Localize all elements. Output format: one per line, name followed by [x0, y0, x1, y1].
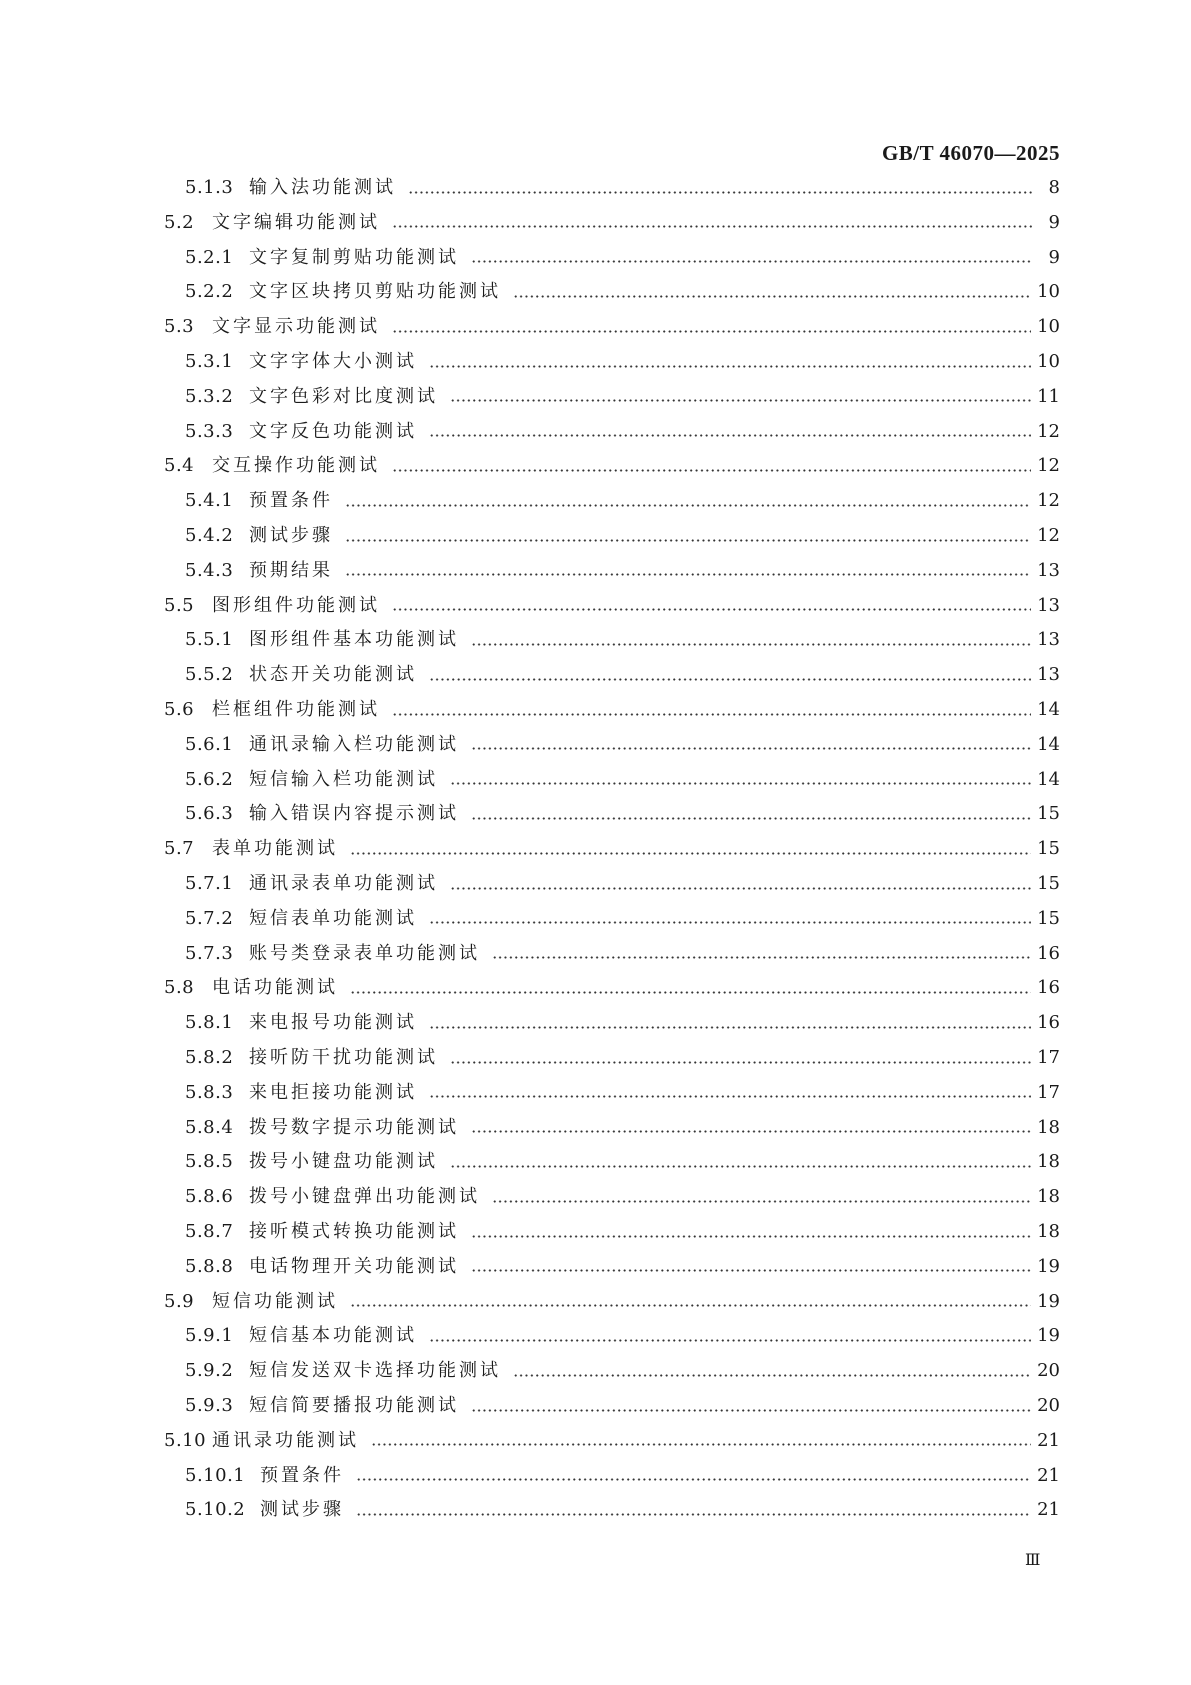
toc-entry-number: 5.7 — [164, 838, 195, 860]
toc-entry[interactable] — [185, 484, 1060, 518]
toc-dot-leader — [429, 1026, 1031, 1029]
toc-entry[interactable] — [185, 763, 1060, 797]
toc-dot-leader — [471, 1269, 1031, 1272]
toc-dot-leader — [345, 504, 1031, 507]
toc-entry-title: 短信发送双卡选择功能测试 — [249, 1360, 501, 1382]
toc-entry-page: 9 — [1048, 246, 1060, 268]
toc-entry-number: 5.4.1 — [185, 490, 234, 512]
toc-entry-title: 通讯录功能测试 — [212, 1429, 359, 1451]
toc-entry[interactable] — [185, 171, 1060, 205]
toc-entry-title: 短信表单功能测试 — [249, 907, 417, 929]
toc-entry-number: 5.1.3 — [185, 177, 234, 198]
toc-dot-leader — [450, 1061, 1031, 1064]
toc-entry-number: 5.10 — [164, 1429, 207, 1451]
toc-entry[interactable] — [185, 902, 1060, 936]
toc-entry-page: 13 — [1037, 629, 1060, 651]
toc-entry-page: 12 — [1037, 455, 1060, 477]
toc-entry-page: 15 — [1037, 873, 1060, 894]
toc-dot-leader — [429, 678, 1031, 681]
toc-entry-title: 文字区块拷贝剪贴功能测试 — [249, 281, 501, 303]
toc-entry-number: 5.8.7 — [185, 1221, 234, 1242]
toc-entry[interactable] — [185, 623, 1060, 657]
toc-entry-title: 接听模式转换功能测试 — [249, 1221, 459, 1242]
toc-entry-number: 5.9.1 — [185, 1325, 234, 1347]
toc-entry[interactable] — [185, 241, 1060, 275]
toc-dot-leader — [450, 887, 1031, 890]
toc-entry-number: 5.6.3 — [185, 803, 234, 825]
toc-entry-title: 交互操作功能测试 — [212, 455, 380, 477]
toc-entry-title: 图形组件基本功能测试 — [249, 629, 459, 651]
toc-dot-leader — [408, 191, 1032, 194]
toc-entry-number: 5.10.1 — [185, 1464, 246, 1486]
toc-entry[interactable] — [185, 658, 1060, 692]
toc-entry[interactable] — [164, 1424, 1060, 1458]
toc-entry[interactable] — [185, 1041, 1060, 1075]
toc-entry-number: 5.6.1 — [185, 733, 234, 755]
toc-dot-leader — [471, 260, 1032, 263]
toc-entry[interactable] — [164, 449, 1060, 483]
toc-entry-number: 5.7.2 — [185, 907, 234, 929]
toc-entry[interactable] — [185, 519, 1060, 553]
toc-entry-page: 9 — [1048, 211, 1060, 233]
toc-entry-page: 14 — [1037, 768, 1060, 790]
toc-entry-page: 18 — [1037, 1151, 1060, 1173]
toc-entry-page: 12 — [1037, 420, 1060, 442]
toc-entry-number: 5.8.4 — [185, 1116, 234, 1138]
toc-entry-page: 13 — [1037, 559, 1060, 581]
toc-entry-page: 11 — [1037, 385, 1060, 407]
toc-dot-leader — [429, 365, 1031, 368]
toc-dot-leader — [513, 1374, 1031, 1377]
toc-entry-title: 预置条件 — [249, 490, 333, 512]
toc-dot-leader — [429, 921, 1031, 924]
toc-entry[interactable] — [185, 728, 1060, 762]
toc-entry-title: 文字字体大小测试 — [249, 351, 417, 372]
toc-entry-number: 5.8.2 — [185, 1047, 234, 1068]
toc-entry-number: 5.5.1 — [185, 629, 234, 651]
toc-dot-leader — [345, 539, 1031, 542]
toc-entry-page: 18 — [1037, 1116, 1060, 1138]
toc-dot-leader — [471, 747, 1031, 750]
toc-entry[interactable] — [185, 380, 1060, 414]
toc-entry-number: 5.9 — [164, 1290, 195, 1312]
toc-dot-leader — [492, 1200, 1031, 1203]
toc-entry-page: 10 — [1037, 281, 1060, 303]
toc-entry-title: 文字复制剪贴功能测试 — [249, 246, 459, 268]
toc-entry-title: 账号类登录表单功能测试 — [249, 942, 480, 964]
toc-entry-page: 20 — [1037, 1395, 1060, 1416]
toc-entry[interactable] — [164, 206, 1060, 240]
toc-entry-page: 12 — [1037, 490, 1060, 512]
toc-entry[interactable] — [185, 1145, 1060, 1179]
toc-dot-leader — [356, 1478, 1031, 1481]
toc-entry-title: 拨号数字提示功能测试 — [249, 1116, 459, 1138]
toc-dot-leader — [392, 713, 1031, 716]
toc-entry-number: 5.4 — [164, 455, 195, 477]
toc-entry-number: 5.2 — [164, 211, 195, 233]
toc-entry-title: 通讯录输入栏功能测试 — [249, 733, 459, 755]
toc-entry-number: 5.3.1 — [185, 351, 234, 372]
toc-entry-page: 21 — [1037, 1464, 1060, 1486]
toc-dot-leader — [429, 1095, 1031, 1098]
toc-entry-page: 21 — [1037, 1429, 1060, 1451]
toc-entry-number: 5.9.3 — [185, 1395, 234, 1416]
toc-entry-page: 16 — [1037, 977, 1060, 999]
toc-entry-number: 5.3.2 — [185, 385, 234, 407]
toc-entry-title: 表单功能测试 — [212, 838, 338, 860]
toc-dot-leader — [450, 1165, 1031, 1168]
toc-entry-title: 来电拒接功能测试 — [249, 1081, 417, 1103]
toc-entry-page: 17 — [1037, 1047, 1060, 1068]
toc-entry-page: 15 — [1037, 907, 1060, 929]
toc-dot-leader — [350, 991, 1031, 994]
toc-dot-leader — [392, 225, 1032, 228]
toc-dot-leader — [471, 1235, 1031, 1238]
toc-entry-title: 短信输入栏功能测试 — [249, 768, 438, 790]
toc-dot-leader — [350, 852, 1031, 855]
toc-entry-number: 5.4.3 — [185, 559, 234, 581]
toc-entry-title: 拨号小键盘弹出功能测试 — [249, 1186, 480, 1208]
toc-dot-leader — [345, 573, 1031, 576]
toc-entry-title: 文字显示功能测试 — [212, 316, 380, 338]
toc-entry-title: 预置条件 — [260, 1464, 344, 1486]
toc-dot-leader — [429, 434, 1031, 437]
toc-entry-title: 电话功能测试 — [212, 977, 338, 999]
toc-entry-page: 17 — [1037, 1081, 1060, 1103]
toc-entry-page: 19 — [1037, 1290, 1060, 1312]
toc-entry[interactable] — [185, 937, 1060, 971]
toc-entry-page: 8 — [1048, 177, 1060, 198]
toc-entry[interactable] — [185, 797, 1060, 831]
toc-entry-title: 输入法功能测试 — [249, 177, 396, 198]
toc-entry-title: 栏框组件功能测试 — [212, 699, 380, 720]
page-number: Ⅲ — [1025, 1552, 1040, 1569]
toc-entry-title: 短信简要播报功能测试 — [249, 1395, 459, 1416]
toc-entry[interactable] — [185, 1215, 1060, 1249]
toc-entry-page: 10 — [1037, 351, 1060, 372]
toc-entry-page: 18 — [1037, 1186, 1060, 1208]
toc-entry-page: 19 — [1037, 1255, 1060, 1277]
toc-entry[interactable] — [185, 1006, 1060, 1040]
toc-dot-leader — [450, 782, 1031, 785]
toc-dot-leader — [392, 469, 1031, 472]
toc-entry-number: 5.4.2 — [185, 525, 234, 546]
toc-entry[interactable] — [164, 589, 1060, 623]
toc-entry-number: 5.7.3 — [185, 942, 234, 964]
toc-entry[interactable] — [185, 1493, 1060, 1527]
toc-entry[interactable] — [185, 554, 1060, 588]
toc-entry-page: 16 — [1037, 1012, 1060, 1034]
toc-entry-number: 5.3 — [164, 316, 195, 338]
toc-entry-number: 5.9.2 — [185, 1360, 234, 1382]
toc-entry[interactable] — [185, 1354, 1060, 1388]
toc-entry-page: 18 — [1037, 1221, 1060, 1242]
toc-entry-number: 5.8 — [164, 977, 195, 999]
toc-entry[interactable] — [185, 867, 1060, 901]
toc-entry[interactable] — [185, 345, 1060, 379]
toc-entry-number: 5.8.3 — [185, 1081, 234, 1103]
toc-dot-leader — [392, 608, 1031, 611]
toc-dot-leader — [492, 956, 1031, 959]
toc-entry[interactable] — [185, 415, 1060, 449]
toc-entry-number: 5.10.2 — [185, 1499, 246, 1521]
toc-entry-title: 测试步骤 — [260, 1499, 344, 1521]
toc-entry-number: 5.8.8 — [185, 1255, 234, 1277]
toc-entry-title: 短信功能测试 — [212, 1290, 338, 1312]
toc-entry-page: 15 — [1037, 803, 1060, 825]
toc-entry[interactable] — [185, 275, 1060, 309]
toc-entry-title: 拨号小键盘功能测试 — [249, 1151, 438, 1173]
toc-entry-number: 5.7.1 — [185, 873, 234, 894]
toc-entry-number: 5.8.1 — [185, 1012, 234, 1034]
toc-dot-leader — [471, 1130, 1031, 1133]
toc-entry-number: 5.6.2 — [185, 768, 234, 790]
toc-entry-page: 19 — [1037, 1325, 1060, 1347]
toc-entry-number: 5.2.2 — [185, 281, 234, 303]
toc-entry-title: 文字色彩对比度测试 — [249, 385, 438, 407]
toc-entry-number: 5.3.3 — [185, 420, 234, 442]
toc-entry-title: 输入错误内容提示测试 — [249, 803, 459, 825]
toc-entry[interactable] — [164, 693, 1060, 727]
toc-entry-number: 5.5.2 — [185, 664, 234, 686]
toc-dot-leader — [350, 1304, 1031, 1307]
toc-dot-leader — [356, 1513, 1031, 1516]
toc-entry[interactable] — [164, 971, 1060, 1005]
toc-entry-page: 21 — [1037, 1499, 1060, 1521]
toc-entry-title: 通讯录表单功能测试 — [249, 873, 438, 894]
toc-entry[interactable] — [185, 1250, 1060, 1284]
toc-entry[interactable] — [185, 1389, 1060, 1423]
toc-entry-number: 5.8.6 — [185, 1186, 234, 1208]
toc-entry-title: 测试步骤 — [249, 525, 333, 546]
toc-entry-title: 短信基本功能测试 — [249, 1325, 417, 1347]
toc-dot-leader — [471, 643, 1031, 646]
toc-entry-title: 文字反色功能测试 — [249, 420, 417, 442]
toc-entry-page: 14 — [1037, 699, 1060, 720]
toc-entry-page: 13 — [1037, 664, 1060, 686]
toc-entry-page: 15 — [1037, 838, 1060, 860]
toc-entry-number: 5.8.5 — [185, 1151, 234, 1173]
toc-entry-number: 5.5 — [164, 594, 195, 616]
toc-entry-page: 12 — [1037, 525, 1060, 546]
toc-entry-page: 20 — [1037, 1360, 1060, 1382]
toc-entry[interactable] — [164, 310, 1060, 344]
toc-entry-title: 电话物理开关功能测试 — [249, 1255, 459, 1277]
toc-entry[interactable] — [164, 1285, 1060, 1319]
toc-entry-title: 接听防干扰功能测试 — [249, 1047, 438, 1068]
toc-dot-leader — [471, 1409, 1031, 1412]
toc-entry-page: 13 — [1037, 594, 1060, 616]
toc-entry[interactable] — [185, 1076, 1060, 1110]
toc-dot-leader — [371, 1443, 1031, 1446]
toc-entry[interactable] — [185, 1459, 1060, 1493]
toc-entry-title: 文字编辑功能测试 — [212, 211, 380, 233]
standard-code: GB/T 46070—2025 — [881, 141, 1060, 165]
toc-entry[interactable] — [185, 1319, 1060, 1353]
toc-entry-page: 14 — [1037, 733, 1060, 755]
toc-dot-leader — [450, 399, 1031, 402]
toc-entry-title: 图形组件功能测试 — [212, 594, 380, 616]
toc-entry-page: 16 — [1037, 942, 1060, 964]
toc-dot-leader — [429, 1339, 1031, 1342]
toc-entry[interactable] — [185, 1180, 1060, 1214]
toc-entry-number: 5.6 — [164, 699, 195, 720]
toc-entry-page: 10 — [1037, 316, 1060, 338]
toc-entry[interactable] — [164, 832, 1060, 866]
toc-entry-title: 状态开关功能测试 — [249, 664, 417, 686]
toc-dot-leader — [392, 330, 1031, 333]
toc-entry-title: 预期结果 — [249, 559, 333, 581]
toc-entry-title: 来电报号功能测试 — [249, 1012, 417, 1034]
toc-entry[interactable] — [185, 1111, 1060, 1145]
toc-dot-leader — [513, 295, 1031, 298]
toc-entry-number: 5.2.1 — [185, 246, 234, 268]
toc-dot-leader — [471, 817, 1031, 820]
